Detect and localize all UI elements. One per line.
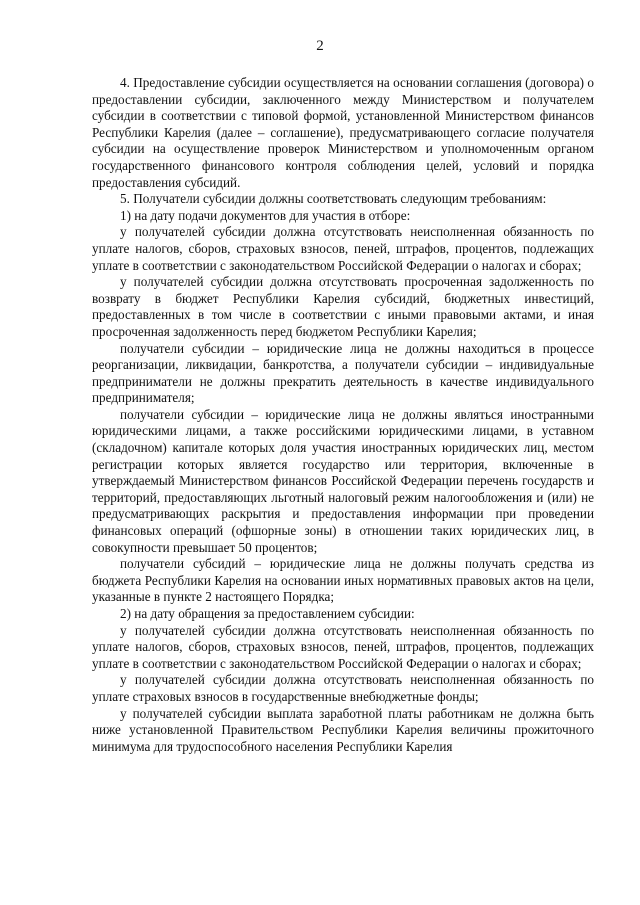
requirement-no-other-funds: получатели субсидий – юридические лица не должны получать средства из бюджета Республики Карелия на основании иных нормативных правовых актов на цели, указанные в пункте 2 настоящего Порядка; xyxy=(92,556,594,605)
requirement-no-tax-debt-2: у получателей субсидии должна отсутствовать неисполненная обязанность по уплате налогов, сборов, страховых взносов, пеней, штрафов, процентов, подлежащих уплате в соответствии с законодательством Российской Федерации о налогах и сборах; xyxy=(92,622,594,671)
requirement-not-foreign-entity: получатели субсидии – юридические лица не должны являться иностранными юридическими лицами, а также российскими юридическими лицами, в уставном (складочном) капитале которых доля участия иностранных юридических лиц, местом регистрации которых является государство или территория, включенные в утверждаемый Министерством финансов Российской Федерации перечень государств и территорий, предоставляющих льготный налоговый режим налогообложения и (или) не предусматривающих раскрытия и предоставления информации при проведении финансовых операций (офшорные зоны) в отношении таких юридических лиц, в совокупности превышает 50 процентов; xyxy=(92,406,594,555)
requirement-no-insurance-debt: у получателей субсидии должна отсутствовать неисполненная обязанность по уплате страховых взносов в государственные внебюджетные фонды; xyxy=(92,672,594,704)
requirement-no-tax-debt: у получателей субсидии должна отсутствовать неисполненная обязанность по уплате налогов, сборов, страховых взносов, пеней, штрафов, процентов, подлежащих уплате в соответствии с законодательством Российской Федерации о налогах и сборах; xyxy=(92,224,594,273)
requirement-no-reorganization: получатели субсидии – юридические лица не должны находиться в процессе реорганизации, ликвидации, банкротства, а получатели субсидии – индивидуальные предприниматели не должны прекратить деятельность в качестве индивидуального предпринимателя; xyxy=(92,340,594,406)
subitem-2-application-date: 2) на дату обращения за предоставлением субсидии: xyxy=(120,606,415,621)
paragraph-4-agreement: 4. Предоставление субсидии осуществляется на основании соглашения (договора) о предоставлении субсидии, заключенного между Министерством и получателем субсидии в соответствии с типовой формой, установленной Министерством финансов Республики Карелия (далее – соглашение), предусматривающего согласие получателя субсидии на осуществление проверок Министерством и уполномоченным органом государственного финансового контроля соблюдения целей, условий и порядка предоставления субсидий. xyxy=(92,75,594,190)
requirement-no-overdue-debt: у получателей субсидии должна отсутствовать просроченная задолженность по возврату в бюджет Республики Карелия субсидий, бюджетных инвестиций, предоставленных в том числе в соответствии с иными правовыми актами, и иная просроченная задолженность перед бюджетом Республики Карелия; xyxy=(92,274,594,339)
page-number: 2 xyxy=(316,38,324,54)
requirement-salary-minimum: у получателей субсидии выплата заработной платы работникам не должна быть ниже установленной Правительством Республики Карелия величины прожиточного минимума для трудоспособного населения Республики Карелия xyxy=(92,705,594,754)
subitem-1-selection-date: 1) на дату подачи документов для участия в отборе: xyxy=(120,207,411,223)
document-body xyxy=(92,75,594,755)
paragraph-5-requirements: 5. Получатели субсидии должны соответствовать следующим требованиям: xyxy=(120,191,547,207)
